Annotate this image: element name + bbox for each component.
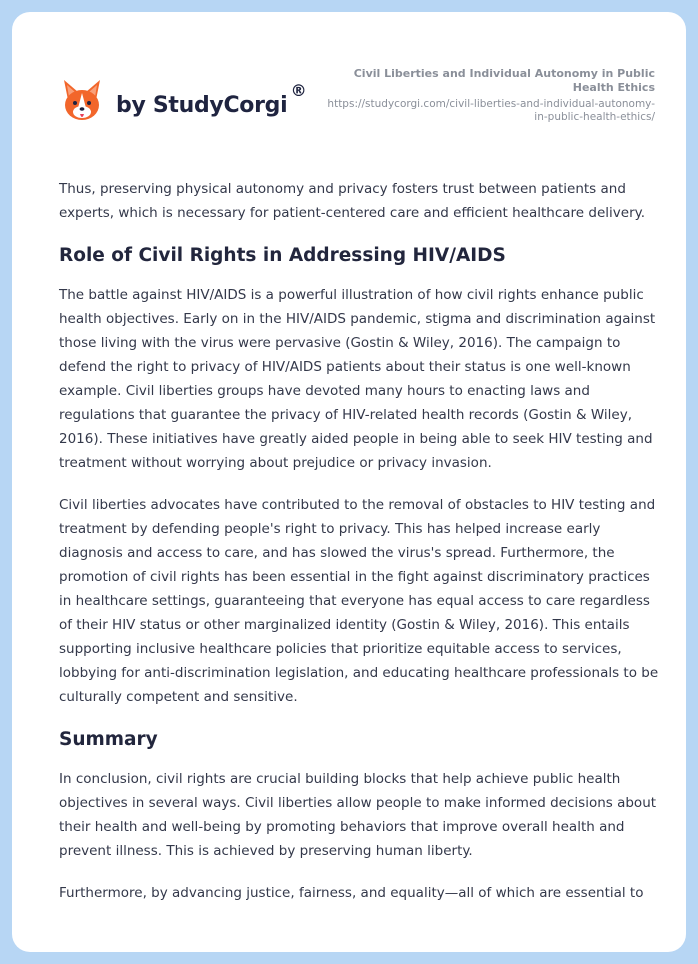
studycorgi-logo[interactable] xyxy=(60,76,307,126)
paragraph-summary-2: Furthermore, by advancing justice, fairness, and equality—all of which are essential to xyxy=(59,885,644,901)
section-heading-hiv: Role of Civil Rights in Addressing HIV/AIDS xyxy=(59,245,506,266)
paragraph-hiv-2: Civil liberties advocates have contributed to the removal of obstacles to HIV testing and treatment by defending people's right to privacy. This has helped increase early diagnosis and access to care, and has slowed the virus's spread. Furthermore, the promotion of civil rights has been essential in the fight against discriminatory practices in healthcare settings, guaranteeing that everyone has equal access to care regardless of their HIV status or other marginalized identity (Gostin & Wiley, 2016). This entails supporting inclusive healthcare policies that prioritize equitable access to services, lobbying for anti-discrimination legislation, and educating healthcare professionals to be culturally competent and sensitive. xyxy=(59,497,659,705)
paragraph-intro: Thus, preserving physical autonomy and privacy fosters trust between patients and experts, which is necessary for patient-centered care and efficient healthcare delivery. xyxy=(59,181,645,221)
section-heading-summary: Summary xyxy=(59,729,158,750)
document-meta xyxy=(315,67,655,124)
document-body xyxy=(59,177,659,923)
page-header xyxy=(12,12,686,152)
paragraph-summary-1: In conclusion, civil rights are crucial building blocks that help achieve public health objectives in several ways. Civil liberties allow people to make informed decisions about their health and well-being by promoting behaviors that improve overall health and prevent illness. This is achieved by preserving human liberty. xyxy=(59,771,657,859)
paragraph-hiv-1: The battle against HIV/AIDS is a powerful illustration of how civil rights enhance public health objectives. Early on in the HIV/AIDS pandemic, stigma and discrimination against those living with the virus were pervasive (Gostin & Wiley, 2016). The campaign to defend the right to privacy of HIV/AIDS patients about their status is one well-known example. Civil liberties groups have devoted many hours to enacting laws and regulations that guarantee the privacy of HIV-related health records (Gostin & Wiley, 2016). These initiatives have greatly aided people in being able to seek HIV testing and treatment without worrying about prejudice or privacy invasion. xyxy=(59,287,656,471)
brand-name: by StudyCorgi ® xyxy=(116,80,307,118)
corgi-icon xyxy=(60,78,104,124)
registered-mark: ® xyxy=(290,80,307,100)
document-page xyxy=(12,12,686,952)
document-title: Civil Liberties and Individual Autonomy in Public Health Ethics xyxy=(353,67,655,94)
document-url[interactable]: https://studycorgi.com/civil-liberties-and-individual-autonomy-in-public-health-ethics/ xyxy=(327,98,655,123)
